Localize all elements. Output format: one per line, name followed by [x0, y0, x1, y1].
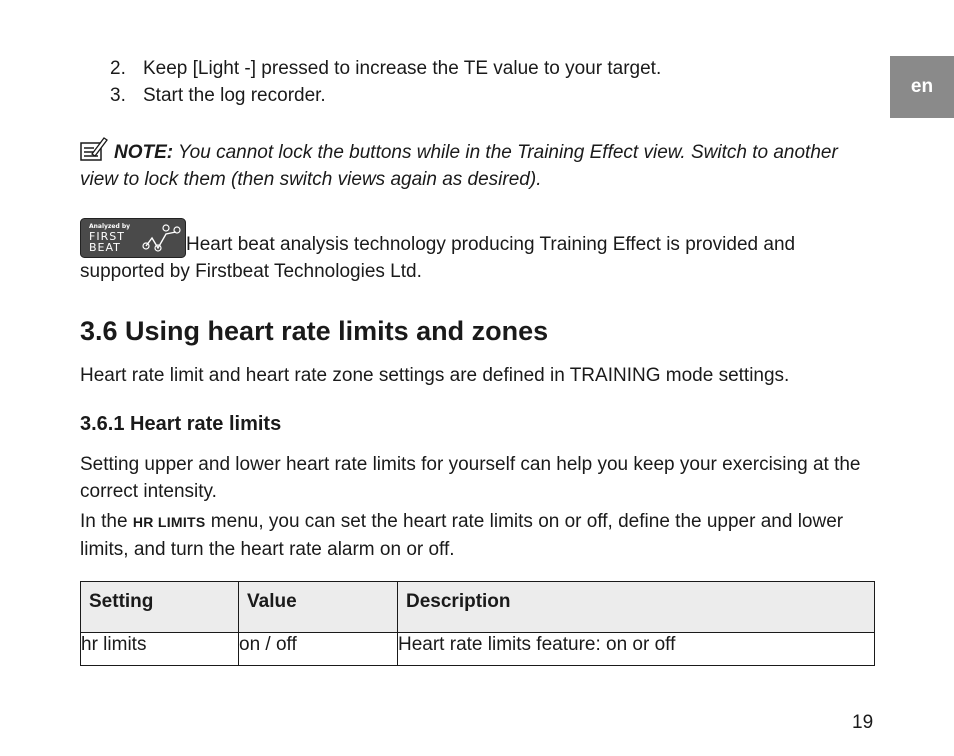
step-number: 2. [110, 58, 126, 79]
header-description: Description [398, 582, 875, 633]
note-text: You cannot lock the buttons while in the Training Effect view. Switch to another view to lock them (then switch views again as desired). [80, 142, 838, 190]
para-suffix: menu, you can set the heart rate limits on or off, define the upper and lower limits, and turn the heart rate alarm on or off. [80, 511, 844, 560]
page-number: 19 [852, 712, 874, 733]
menu-name: HR LIMITS [132, 514, 206, 530]
list-item [110, 55, 661, 82]
hr-limits-paragraph [80, 508, 880, 563]
header-setting: Setting [81, 582, 239, 633]
section-heading: 3.6 Using heart rate limits and zones [80, 316, 549, 346]
cell-setting: hr limits [81, 633, 239, 666]
logo-beat: BEAT [89, 241, 121, 254]
note-label: NOTE: [114, 142, 174, 163]
cell-value: on / off [239, 633, 398, 666]
step-text: Start the log recorder. [143, 85, 326, 106]
note-block [80, 136, 880, 193]
para-prefix: In the [80, 511, 133, 532]
logo-first: FIRST [89, 230, 125, 243]
note-pencil-icon [80, 136, 108, 162]
table-header-row [81, 582, 875, 633]
list-item [110, 82, 661, 109]
step-text: Keep [Light -] pressed to increase the TE value to your target. [143, 58, 662, 79]
header-value: Value [239, 582, 398, 633]
step-number: 3. [110, 85, 126, 106]
settings-table [80, 581, 875, 666]
firstbeat-logo [80, 218, 186, 258]
table-row [81, 633, 875, 666]
section-intro: Heart rate limit and heart rate zone settings are defined in TRAINING mode settings. [80, 365, 790, 386]
language-tab: en [890, 56, 954, 118]
subsection-heading: 3.6.1 Heart rate limits [80, 413, 282, 435]
step-list [110, 55, 661, 109]
logo-caption: Analyzed by [89, 223, 131, 230]
firstbeat-text: Heart beat analysis technology producing Training Effect is provided and supported by Firstbeat Technologies Ltd. [80, 234, 796, 282]
subsection-paragraph: Setting upper and lower heart rate limits for yourself can help you keep your exercising at the correct intensity. [80, 454, 861, 502]
firstbeat-paragraph [80, 218, 880, 285]
cell-description: Heart rate limits feature: on or off [398, 633, 875, 666]
